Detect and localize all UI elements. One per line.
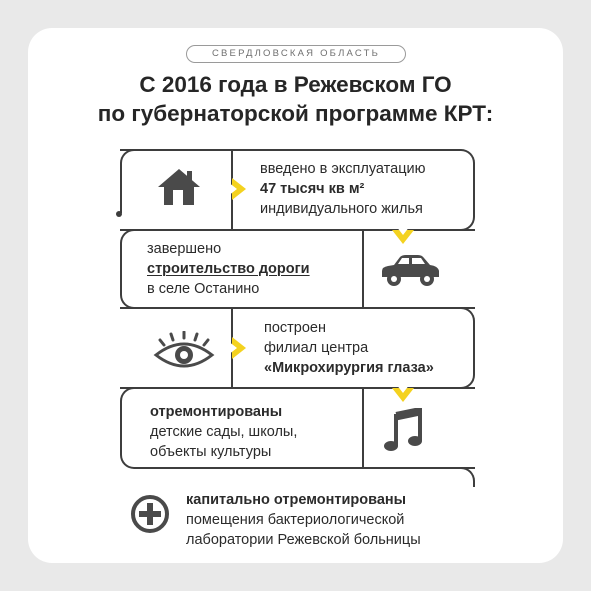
item-3-text: [264, 318, 434, 378]
row-2-divider: [362, 229, 364, 309]
plus-circle-icon: [130, 494, 170, 534]
eye-icon: [153, 331, 215, 369]
car-icon: [378, 253, 442, 289]
item-1-text: [260, 159, 425, 219]
item-2-line-3: в селе Останино: [147, 281, 260, 297]
item-2-line-1: завершено: [147, 241, 222, 257]
item-1-line-2: 47 тысяч кв м²: [260, 181, 365, 197]
item-4-text: [150, 402, 297, 462]
timeline-start-dot: [116, 211, 122, 217]
item-5-text: [186, 490, 421, 550]
item-3-line-3: «Микрохирургия глаза»: [264, 360, 434, 376]
arrow-4: [392, 388, 414, 402]
title-line-1: С 2016 года в Режевском ГО: [139, 72, 452, 97]
page-title: [40, 70, 551, 128]
item-3-line-2: филиал центра: [264, 340, 369, 356]
item-5-line-3: лаборатории Режевской больницы: [186, 532, 421, 548]
arrow-1: [232, 178, 246, 200]
item-2-line-2: строительство дороги: [147, 261, 310, 277]
item-1-line-3: индивидуального жилья: [260, 201, 423, 217]
arrow-3: [232, 337, 246, 359]
arrow-2: [392, 230, 414, 244]
item-3-line-1: построен: [264, 320, 327, 336]
row-4-divider: [362, 387, 364, 469]
house-icon: [156, 167, 202, 207]
item-5-line-2: помещения бактериологической: [186, 512, 405, 528]
item-2-text: [147, 239, 310, 299]
region-label: СВЕРДЛОВСКАЯ ОБЛАСТЬ: [186, 45, 406, 63]
row-1-left-arc: [120, 149, 140, 213]
item-5-line-1: капитально отремонтированы: [186, 492, 407, 508]
music-note-icon: [384, 408, 424, 452]
item-4-line-1: отремонтированы: [150, 404, 283, 420]
title-line-2: по губернаторской программе КРТ:: [97, 101, 494, 126]
row-5-top-arc: [440, 467, 475, 487]
item-1-line-1: введено в эксплуатацию: [260, 161, 426, 177]
item-4-line-2: детские сады, школы,: [150, 424, 298, 440]
item-4-line-3: объекты культуры: [150, 444, 272, 460]
